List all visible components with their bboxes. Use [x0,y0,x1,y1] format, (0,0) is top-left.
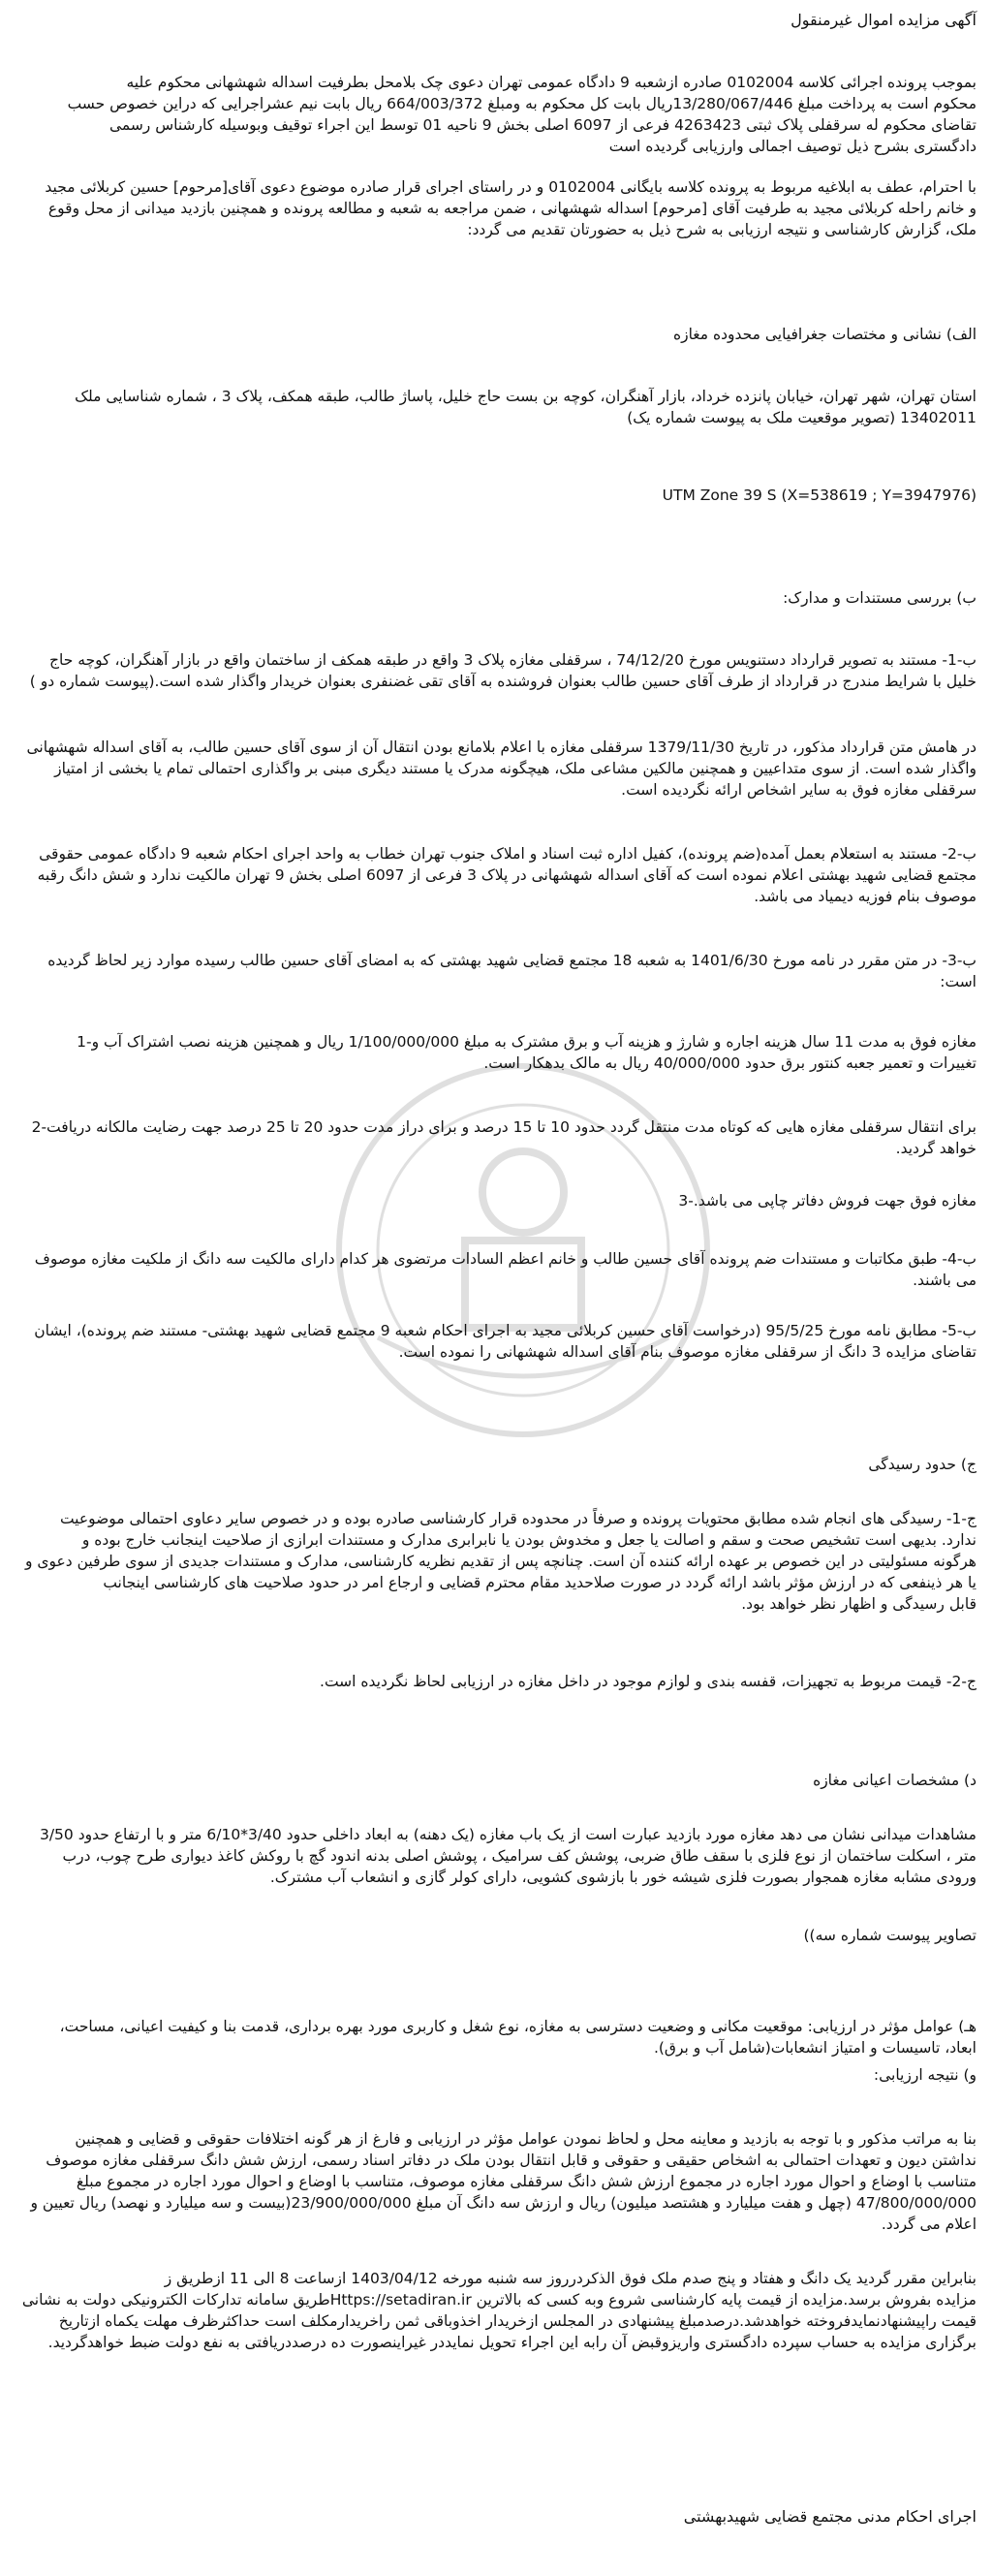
section-d-title: د) مشخصات اعیانی مغازه [813,1772,976,1789]
property-address: استان تهران، شهر تهران، خیابان پانزده خرداد، بازار آهنگران، کوچه بن بست حاج خلیل، پاساژ طالب، طبقه همکف، پلاک 3 ، شماره شناسایی ملک 13402011 (تصویر موقعیت ملک به پیوست شماره یک) [75,388,976,426]
section-a-title: الف) نشانی و مختصات جغرافیایی محدوده مغازه [672,326,976,343]
scope-c1: ج-1- رسیدگی های انجام شده مطابق محتویات پرونده و صرفاً در محدوده قرار کارشناسی صادره بوده و در خصوص سایر دعاوی احتمالی موضوعیت ندارد. بدیهی است تشخیص صحت و سقم و اصالت یا جعل و مخدوش بودن یا نابرابری مدارک و مستندات ابرازی از صلاحیت اینجانب خارج بوده و هرگونه مسئولیتی در این خصوص بر عهده ارائه کننده آن است. چنانچه پس از تقدیم نظریه کارشناسی، مدارک و مستندات جدیدی از سوی طرفین دعوی و یا هر ذینفعی که در ارزش مؤثر باشد ارائه گردد در صورت صلاحدید مقام محترم قضایی و ارجاع امر در حدود صلاحیت های کارشناسی اینجانب قابل رسیدگی و اظهار نظر خواهد بود. [24,1510,976,1613]
document-review-b2: ب-2- مستند به استعلام بعمل آمده(ضم پرونده)، کفیل اداره ثبت اسناد و املاک جنوب تهران خطاب به واحد اجرای احکام شعبه 9 دادگاه عمومی حقوقی مجتمع قضایی شهید بهشتی اعلام نموده است که آقای اسداله شهشهانی در پلاک 3 فرعی از 6097 اصلی بخش 9 تهران مالکیت ندارد و شش دانگ رقبه موصوف بنام فوزیه دیمیاد می باشد. [37,845,976,905]
document-review-b4: ب-4- طبق مکاتبات و مستندات ضم پرونده آقای حسین طالب و خانم اعظم السادات مرتضوی هر کدام دارای مالکیت سه دانگ از ملکیت مغازه موصوف می باشند. [34,1250,976,1289]
utm-coordinates: UTM Zone 39 S (X=538619 ; Y=3947976) [662,487,976,504]
notice-heading: آگهی مزایده اموال غیرمنقول [790,11,976,29]
building-specs: مشاهدات میدانی نشان می دهد مغازه مورد بازدید عبارت است از یک باب مغازه (یک دهنه) به ابعاد داخلی حدود 3/40*6/10 متر و با ارتفاع حدود 3/50 متر ، اسکلت ساختمان از نوع فلزی با سقف طاق ضربی، پوشش کف سرامیک ، پوشش اصلی بدنه اندود گچ با روکش کاغذ دیواری طرح چوب، درب ورودی مشابه مغازه همجوار بصورت فلزی شیشه خور با بازشوی کشویی، دارای کولر گازی و انشعاب آب مشترک. [39,1826,976,1886]
scope-c2: ج-2- قیمت مربوط به تجهیزات، قفسه بندی و لوازم موجود در داخل مغازه در ارزیابی لحاظ نگردیده است. [320,1673,976,1690]
intro-paragraph: بموجب پرونده اجرائی کلاسه 0102004 صادره ازشعبه 9 دادگاه عمومی تهران دعوی چک بلامحل بطرفیت اسداله شهشهانی محکوم علیه محکوم است به پرداخت مبلغ 13/280/067/446ریال بابت کل محکوم به ومبلغ 664/003/372 ریال بابت نیم عشراجرایی که دراین خصوص حسب تقاضای محکوم له سرقفلی پلاک ثبتی 4263423 فرعی از 6097 اصلی بخش 9 ناحیه 01 توسط این اجراء توقیف وبوسیله کارشناس رسمی دادگستری بشرح ذیل توصیف اجمالی وارزیابی گردیده است [67,74,976,155]
section-v-title: و) نتیجه ارزیابی: [873,2066,976,2084]
expert-report-opening: با احترام، عطف به ابلاغیه مربوط به پرونده کلاسه بایگانی 0102004 و در راستای اجرای قرار صادره موضوع دعوی آقای[مرحوم] حسین کربلائی مجید و خانم راحله کربلائی مجید به طرفیت آقای [مرحوم] اسداله شهشهانی ، ضمن مراجعه به شعبه و مطالعه پرونده و همچنین بازدید میدانی از محل وقوع ملک، گزارش کارشناسی و نتیجه ارزیابی به شرح ذیل به حضورتان تقدیم می گردد: [45,178,976,238]
auction-terms: بنابراین مقرر گردید یک دانگ و هفتاد و پنج صدم ملک فوق الذکردرروز سه شنبه مورخه 1403/04/12 ازساعت 8 الی 11 ازطریق ز مزایده بفروش برسد.مزایده از قیمت پایه کارشناسی شروع وبه کسی که بالاترین Https://setadiran.irطریق سامانه تدارکات الکترونیکی دولت به نشانی قیمت راپیشنهادنمایدفروخته خواهدشد.درصدمبلغ پیشنهادی در المجلس ازخریدار اخذوباقی ثمن راخریدارمکلف است حداکثرظرف مهلت یکماه ازتاریخ برگزاری مزایده به حساب سپرده دادگستری واریزوقبض آن رابه این اجراء تحویل نمایددر غیراینصورت ده درصددریافتی به نفع دولت ضبط خواهدگردید. [21,2270,976,2351]
valuation-result: بنا به مراتب مذکور و با توجه به بازدید و معاینه محل و لحاظ نمودن عوامل مؤثر در ارزیابی و فارغ از هر گونه اختلافات حقوقی و قضایی و همچنین نداشتن دیون و تعهدات احتمالی به اشخاص حقیقی و حقوقی و قابل انتقال بودن ملک در دفاتر اسناد رسمی، ارزش شش دانگ سرقفلی مغازه موصوف متناسب با اوضاع و احوال مورد اجاره در مجموع ارزش شش دانگ سرقفلی مغازه موصوف، متناسب با اوضاع و احوال مورد اجاره در مجموع مبلغ 47/800/000/000 (چهل و هفت میلیارد و هشتصد میلیون) ریال و ارزش سه دانگ آن مبلغ 23/900/000/000(بیست و سه میلیارد و نهصد) ریال تعیین و اعلام می گردد. [30,2130,976,2233]
document-review-b1-margin-note: در هامش متن قرارداد مذکور، در تاریخ 1379/11/30 سرقفلی مغازه با اعلام بلامانع بودن انتقال آن از سوی آقای حسین طالب، به آقای اسداله شهشهانی واگذار شده است. از سوی متداعیین و همچنین مالکین مشاعی ملک، هیچگونه مدرک یا مستند دیگری مبنی بر واگذاری احتمالی تمام یا بخشی از امتیاز سرقفلی مغازه فوق به سایر اشخاص ارائه نگردیده است. [26,738,976,799]
section-c-title: ج) حدود رسیدگی [868,1456,976,1473]
b3-item-2: برای انتقال سرقفلی مغازه هایی که کوتاه مدت منتقل گردد حدود 10 تا 15 درصد و برای دراز مدت حدود 20 تا 25 درصد جهت رضایت مالکانه دریافت-2 خواهد گردید. [31,1118,976,1157]
valuation-factors: هـ) عوامل مؤثر در ارزیابی: موقعیت مکانی و وضعیت دسترسی به مغازه، نوع شغل و کاربری مورد بهره برداری، قدمت بنا و کیفیت اعیانی، مساحت، ابعاد، تاسیسات و امتیاز انشعابات(شامل آب و برق). [59,2018,976,2057]
issuer-signature: اجرای احکام مدنی مجتمع قضایی شهیدبهشتی [683,2507,976,2526]
photos-attachment-note: تصاویر پیوست شماره سه)) [803,1927,976,1944]
b3-item-1: مغازه فوق به مدت 11 سال هزینه اجاره و شارژ و هزینه آب و برق مشترک به مبلغ 1/100/000/000 ریال و همچنین هزینه نصب اشتراک آب و-1 تغییرات و تعمیر جعبه کنتور برق حدود 40/000/000 ریال به مالک بدهکار است. [77,1033,976,1072]
section-b-title: ب) بررسی مستندات و مدارک: [783,589,976,607]
document-review-b3: ب-3- در متن مقرر در نامه مورخ 1401/6/30 به شعبه 18 مجتمع قضایی شهید بهشتی که به امضای آقای حسین طالب رسیده موارد زیر لحاظ گردیده است: [47,952,976,990]
b3-item-3: مغازه فوق جهت فروش دفاتر چاپی می باشد.-3 [678,1192,976,1209]
document-review-b5: ب-5- مطابق نامه مورخ 95/5/25 (درخواست آقای حسین کربلائی مجید به اجرای احکام شعبه 9 مجتمع قضایی شهید بهشتی- مستند ضم پرونده)، ایشان تقاضای مزایده 3 دانگ از سرقفلی مغازه موصوف بنام آقای اسداله شهشهانی را نموده است. [34,1322,976,1361]
document-review-b1: ب-1- مستند به تصویر قرارداد دستنویس مورخ 74/12/20 ، سرقفلی مغازه پلاک 3 واقع در طبقه همکف از ساختمان واقع در بازار آهنگران، کوچه حاج خلیل با شرایط مندرج در قرارداد از طرف آقای حسین طالب بعنوان فروشنده به آقای تقی غضنفری بعنوان خریدار واگذار شده است.(پیوست شماره دو ) [29,651,976,690]
